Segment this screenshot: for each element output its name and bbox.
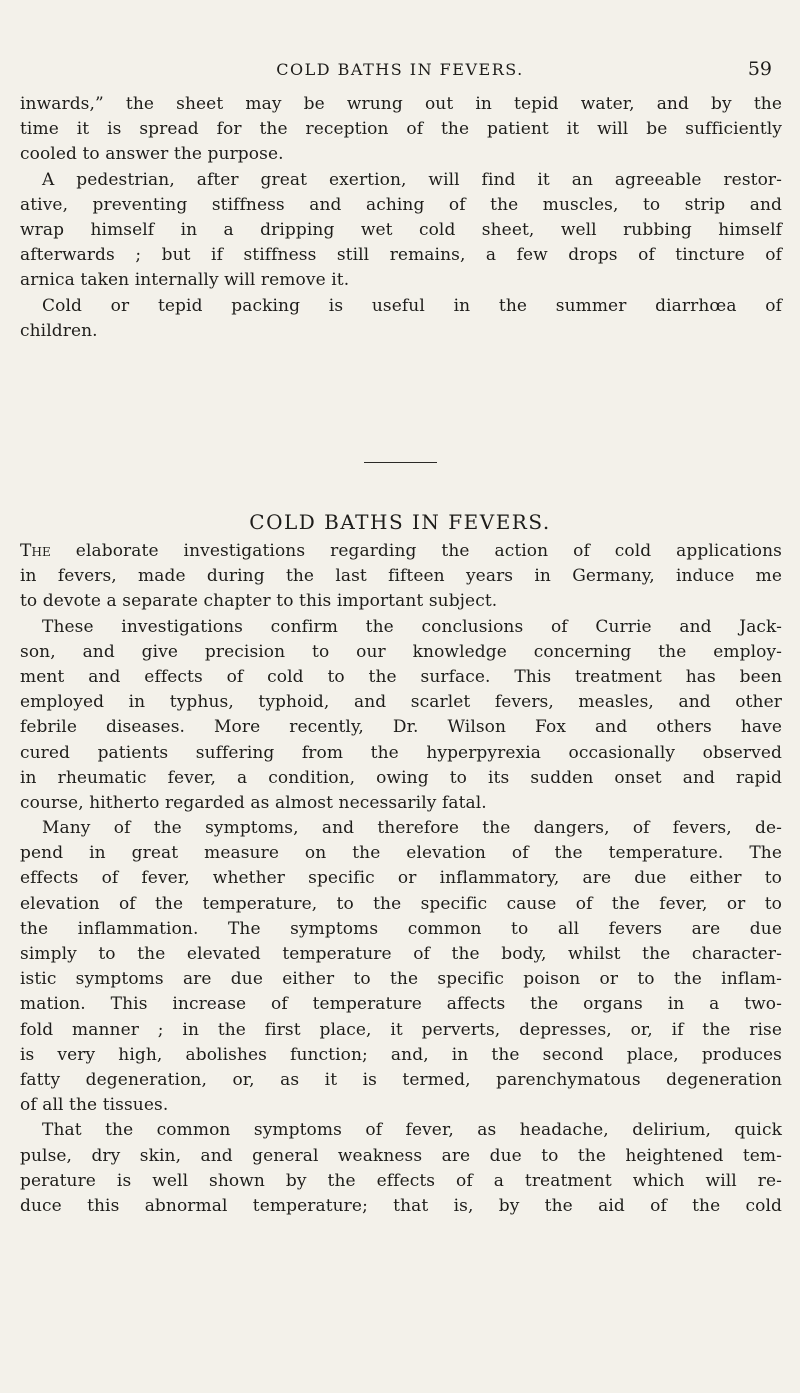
preceding-section-text xyxy=(20,92,782,344)
running-head xyxy=(0,58,800,88)
text-line: Cold or tepid packing is useful in the summer diarrhœa of xyxy=(42,295,782,316)
text-line: cured patients suffering from the hyperpyrexia occasionally observed xyxy=(20,742,782,763)
text-line: A pedestrian, after great exertion, will find it an agreeable restor- xyxy=(42,169,782,190)
text-line: febrile diseases. More recently, Dr. Wilson Fox and others have xyxy=(20,717,782,738)
text-line: wrap himself in a dripping wet cold sheet, well rubbing himself xyxy=(20,219,782,240)
text-line: of all the tissues. xyxy=(20,1095,169,1116)
section-divider-rule xyxy=(364,462,437,463)
text-line: duce this abnormal temperature; that is, by the aid of the cold xyxy=(20,1195,782,1216)
text-line: in fevers, made during the last fifteen years in Germany, induce me xyxy=(20,566,782,587)
text-line-first-rest: elaborate investigations regarding the action of cold applications xyxy=(50,541,782,561)
text-line: is very high, abolishes function; and, in the second place, produces xyxy=(20,1044,782,1065)
text-line: elevation of the temperature, to the specific cause of the fever, or to xyxy=(20,893,782,914)
text-line: Many of the symptoms, and therefore the dangers, of fevers, de- xyxy=(42,818,782,839)
running-title: COLD BATHS IN FEVERS. xyxy=(276,60,524,79)
text-line: arnica taken internally will remove it. xyxy=(20,270,350,291)
text-line: employed in typhus, typhoid, and scarlet fevers, measles, and other xyxy=(20,692,782,713)
text-line: pulse, dry skin, and general weakness are due to the heightened tem- xyxy=(20,1145,782,1166)
text-line: inwards,” the sheet may be wrung out in tepid water, and by the xyxy=(20,94,782,114)
page-number: 59 xyxy=(747,58,772,80)
text-line: ment and effects of cold to the surface. This treatment has been xyxy=(20,666,782,687)
text-line: children. xyxy=(20,320,98,341)
drop-word: The xyxy=(20,541,51,561)
text-line: ative, preventing stiffness and aching of the muscles, to strip and xyxy=(20,194,782,215)
text-line: course, hitherto regarded as almost necessarily fatal. xyxy=(20,792,487,813)
section-body-text xyxy=(20,539,782,1219)
text-line: the inflammation. The symptoms common to all fevers are due xyxy=(20,918,782,939)
text-line: These investigations confirm the conclusions of Currie and Jack- xyxy=(42,616,782,637)
text-line: in rheumatic fever, a condition, owing to its sudden onset and rapid xyxy=(20,767,782,788)
text-line: That the common symptoms of fever, as headache, delirium, quick xyxy=(42,1120,782,1141)
text-line: pend in great measure on the elevation of the temperature. The xyxy=(20,843,782,864)
text-line: afterwards ; but if stiffness still remains, a few drops of tincture of xyxy=(20,245,782,266)
text-line: simply to the elevated temperature of the body, whilst the character- xyxy=(20,944,782,964)
text-line: cooled to answer the purpose. xyxy=(20,144,284,165)
text-line: istic symptoms are due either to the specific poison or to the inflam- xyxy=(20,969,782,990)
text-line: son, and give precision to our knowledge concerning the employ- xyxy=(20,641,782,662)
text-line: fold manner ; in the first place, it perverts, depresses, or, if the rise xyxy=(20,1019,782,1040)
text-line: to devote a separate chapter to this important subject. xyxy=(20,591,498,612)
text-line: mation. This increase of temperature affects the organs in a two- xyxy=(20,994,782,1015)
text-line: time it is spread for the reception of the patient it will be sufficiently xyxy=(20,119,782,140)
text-line: fatty degeneration, or, as it is termed, parenchymatous degeneration xyxy=(20,1069,782,1090)
section-heading: COLD BATHS IN FEVERS. xyxy=(249,510,551,534)
text-line-first xyxy=(20,539,782,564)
text-line: perature is well shown by the effects of a treatment which will re- xyxy=(20,1170,782,1191)
text-line: effects of fever, whether specific or inflammatory, are due either to xyxy=(20,868,782,889)
